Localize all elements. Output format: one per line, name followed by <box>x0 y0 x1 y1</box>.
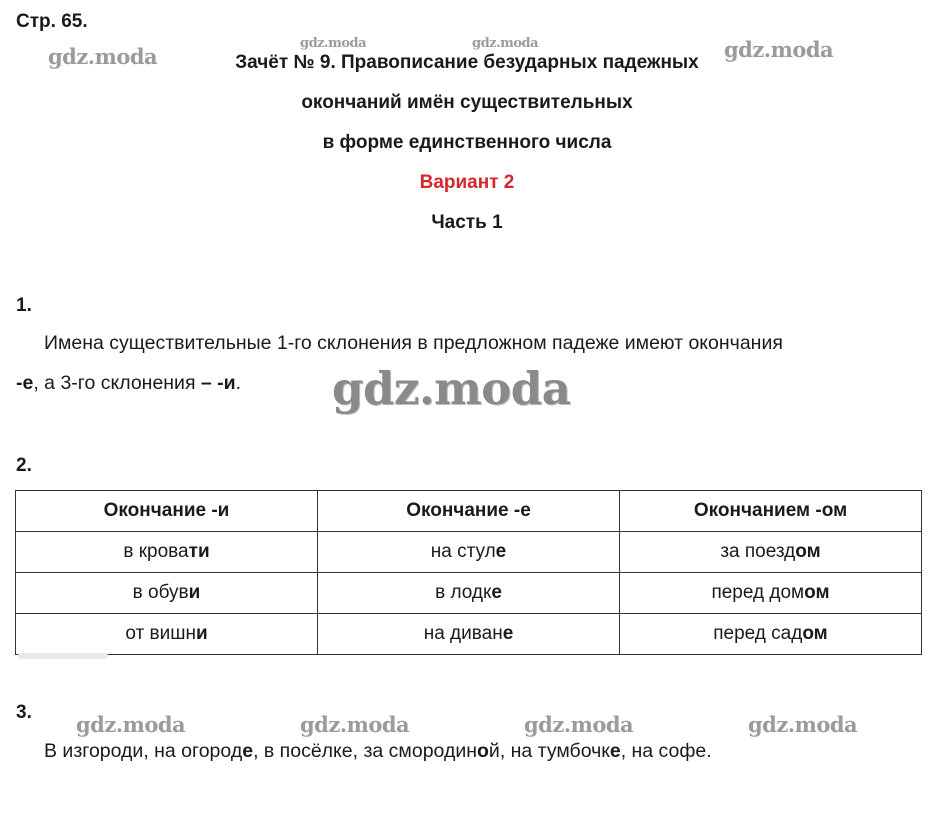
watermark-large: gdz.moda <box>332 362 571 415</box>
word-stem: от вишн <box>125 623 196 644</box>
watermark: gdz.moda <box>300 712 410 737</box>
word-ending: е <box>495 541 507 562</box>
word-ending: е <box>491 582 502 603</box>
variant-label: Вариант 2 <box>419 172 515 193</box>
title-line-1: Зачёт № 9. Правописание безударных падежных <box>235 52 699 73</box>
word-stem: на диван <box>423 623 503 644</box>
endings-table <box>15 490 922 655</box>
word-stem: за поезд <box>720 541 796 562</box>
table-header-row <box>16 491 922 532</box>
watermark: gdz.moda <box>524 712 634 737</box>
table-cell <box>620 614 922 655</box>
word-ending: и <box>188 582 201 603</box>
column-header: Окончание -и <box>16 491 318 532</box>
task-1-line-1 <box>44 323 783 363</box>
word-stem: в обув <box>132 582 189 603</box>
page-number: Стр. 65. <box>16 11 88 32</box>
word-ending: е <box>502 623 514 644</box>
title-line-2: окончаний имён существительных <box>301 92 633 113</box>
table-cell <box>620 573 922 614</box>
task-2-number: 2. <box>16 455 32 476</box>
table-cell <box>318 532 620 573</box>
word-ending: ом <box>802 623 828 644</box>
word-stem: в крова <box>123 541 189 562</box>
task-1-number: 1. <box>16 295 32 316</box>
word-ending: ти <box>188 541 210 562</box>
word-stem: на стул <box>430 541 496 562</box>
watermark: gdz.moda <box>300 36 367 51</box>
watermark: gdz.moda <box>748 712 858 737</box>
word-ending: и <box>195 623 208 644</box>
title-line-3: в форме единственного числа <box>322 132 612 153</box>
table-cell <box>16 614 318 655</box>
table-row <box>16 614 922 655</box>
column-header: Окончание -е <box>318 491 620 532</box>
task-1-text: Имена существительные 1-го склонения в предложном падеже имеют окончания <box>44 332 783 354</box>
task-1-text: , а 3-го склонения <box>33 372 201 394</box>
task-1-text: . <box>235 372 242 394</box>
table-row <box>16 573 922 614</box>
table-cell <box>16 532 318 573</box>
table-cell <box>318 573 620 614</box>
task-3-answer: е <box>242 740 254 762</box>
table-row <box>16 532 922 573</box>
task-3-answer: о <box>477 740 489 762</box>
scan-artifact <box>18 653 108 659</box>
task-1-answer: – -и <box>200 372 236 394</box>
watermark: gdz.moda <box>48 44 158 69</box>
task-3-answer: е <box>609 740 621 762</box>
table-cell <box>318 614 620 655</box>
table-cell <box>16 573 318 614</box>
task-1-line-2 <box>16 363 241 403</box>
task-3-text: й, на тумбочк <box>488 740 610 762</box>
column-header: Окончанием -ом <box>620 491 922 532</box>
word-ending: ом <box>804 582 830 603</box>
task-3-text: , на софе. <box>620 740 712 762</box>
word-stem: перед сад <box>713 623 803 644</box>
word-ending: ом <box>795 541 821 562</box>
watermark: gdz.moda <box>76 712 186 737</box>
task-1-answer: -е <box>16 372 34 394</box>
part-label: Часть 1 <box>431 212 503 233</box>
table-cell <box>620 532 922 573</box>
watermark: gdz.moda <box>724 37 834 62</box>
word-stem: в лодк <box>435 582 492 603</box>
word-stem: перед дом <box>711 582 805 603</box>
task-3-number: 3. <box>16 702 32 723</box>
task-3-text: , в посёлке, за смородин <box>253 740 477 762</box>
task-3-line <box>44 731 712 771</box>
watermark: gdz.moda <box>472 36 539 51</box>
task-3-text: В изгороди, на огород <box>44 740 243 762</box>
